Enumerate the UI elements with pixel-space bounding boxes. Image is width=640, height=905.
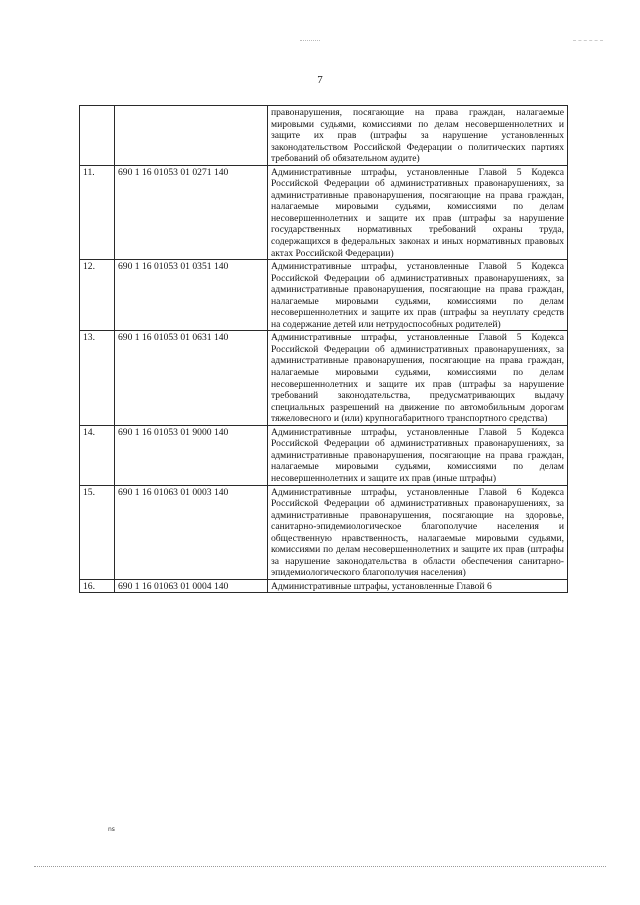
table-row (80, 331, 568, 425)
row-description: Административные штрафы, установленные Главой 6 (268, 579, 568, 593)
budget-code: 690 1 16 01053 01 0351 140 (115, 260, 268, 331)
footer-mark: ns (108, 826, 115, 833)
row-number: 16. (80, 579, 115, 593)
row-number: 15. (80, 485, 115, 579)
row-description: правонарушения, посягающие на права граждан, налагаемые мировыми судьями, комиссиями по делам несовершеннолетних и защите их прав (штрафы за нарушение установленных законодательством Российской Федерации о политических партиях требований об обязательном аудите) (268, 106, 568, 166)
page-number: 7 (317, 74, 323, 86)
budget-code: 690 1 16 01053 01 0271 140 (115, 165, 268, 259)
budget-code: 690 1 16 01053 01 9000 140 (115, 425, 268, 485)
table-row (80, 425, 568, 485)
row-number: 12. (80, 260, 115, 331)
table-row (80, 165, 568, 259)
footer-divider (34, 866, 606, 867)
table-row (80, 106, 568, 166)
row-number (80, 106, 115, 166)
row-description: Административные штрафы, установленные Главой 5 Кодекса Российской Федерации об административных правонарушениях, за административные правонарушения, посягающие на права граждан, налагаемые мировыми судьями, комиссиями по делам несовершеннолетних и защите их прав (иные штрафы) (268, 425, 568, 485)
row-number: 14. (80, 425, 115, 485)
budget-codes-table (79, 105, 568, 593)
table-row (80, 260, 568, 331)
row-number: 13. (80, 331, 115, 425)
budget-code: 690 1 16 01063 01 0004 140 (115, 579, 268, 593)
row-description: Административные штрафы, установленные Главой 6 Кодекса Российской Федерации об административных правонарушениях, за административные правонарушения, посягающие на здоровье, санитарно-эпидемиологическое благополучие населения и общественную нравственность, налагаемые мировыми судьями, комиссиями по делам несовершеннолетних и защите их прав (штрафы за нарушение законодательства в области обеспечения санитарно-эпидемиологического благополучия населения) (268, 485, 568, 579)
budget-code: 690 1 16 01063 01 0003 140 (115, 485, 268, 579)
row-number: 11. (80, 165, 115, 259)
budget-code: 690 1 16 01053 01 0631 140 (115, 331, 268, 425)
scan-artifact-top (300, 40, 320, 41)
scan-artifact-right (573, 40, 603, 41)
table-row (80, 579, 568, 593)
row-description: Административные штрафы, установленные Главой 5 Кодекса Российской Федерации об административных правонарушениях, за административные правонарушения, посягающие на права граждан, налагаемые мировыми судьями, комиссиями по делам несовершеннолетних и защите их прав (штрафы за нарушение требований законодательства, предусматривающих выдачу специальных разрешений на движение по автомобильным дорогам тяжеловесного и (или) крупногабаритного транспортного средства) (268, 331, 568, 425)
row-description: Административные штрафы, установленные Главой 5 Кодекса Российской Федерации об административных правонарушениях, за административные правонарушения, посягающие на права граждан, налагаемые мировыми судьями, комиссиями по делам несовершеннолетних и защите их прав (штрафы за нарушение государственных нормативных требований охраны труда, содержащихся в федеральных законах и иных нормативных правовых актах Российской Федерации) (268, 165, 568, 259)
budget-code (115, 106, 268, 166)
table-row (80, 485, 568, 579)
row-description: Административные штрафы, установленные Главой 5 Кодекса Российской Федерации об административных правонарушениях, за административные правонарушения, посягающие на права граждан, налагаемые мировыми судьями, комиссиями по делам несовершеннолетних и защите их прав (штрафы за неуплату средств на содержание детей или нетрудоспособных родителей) (268, 260, 568, 331)
